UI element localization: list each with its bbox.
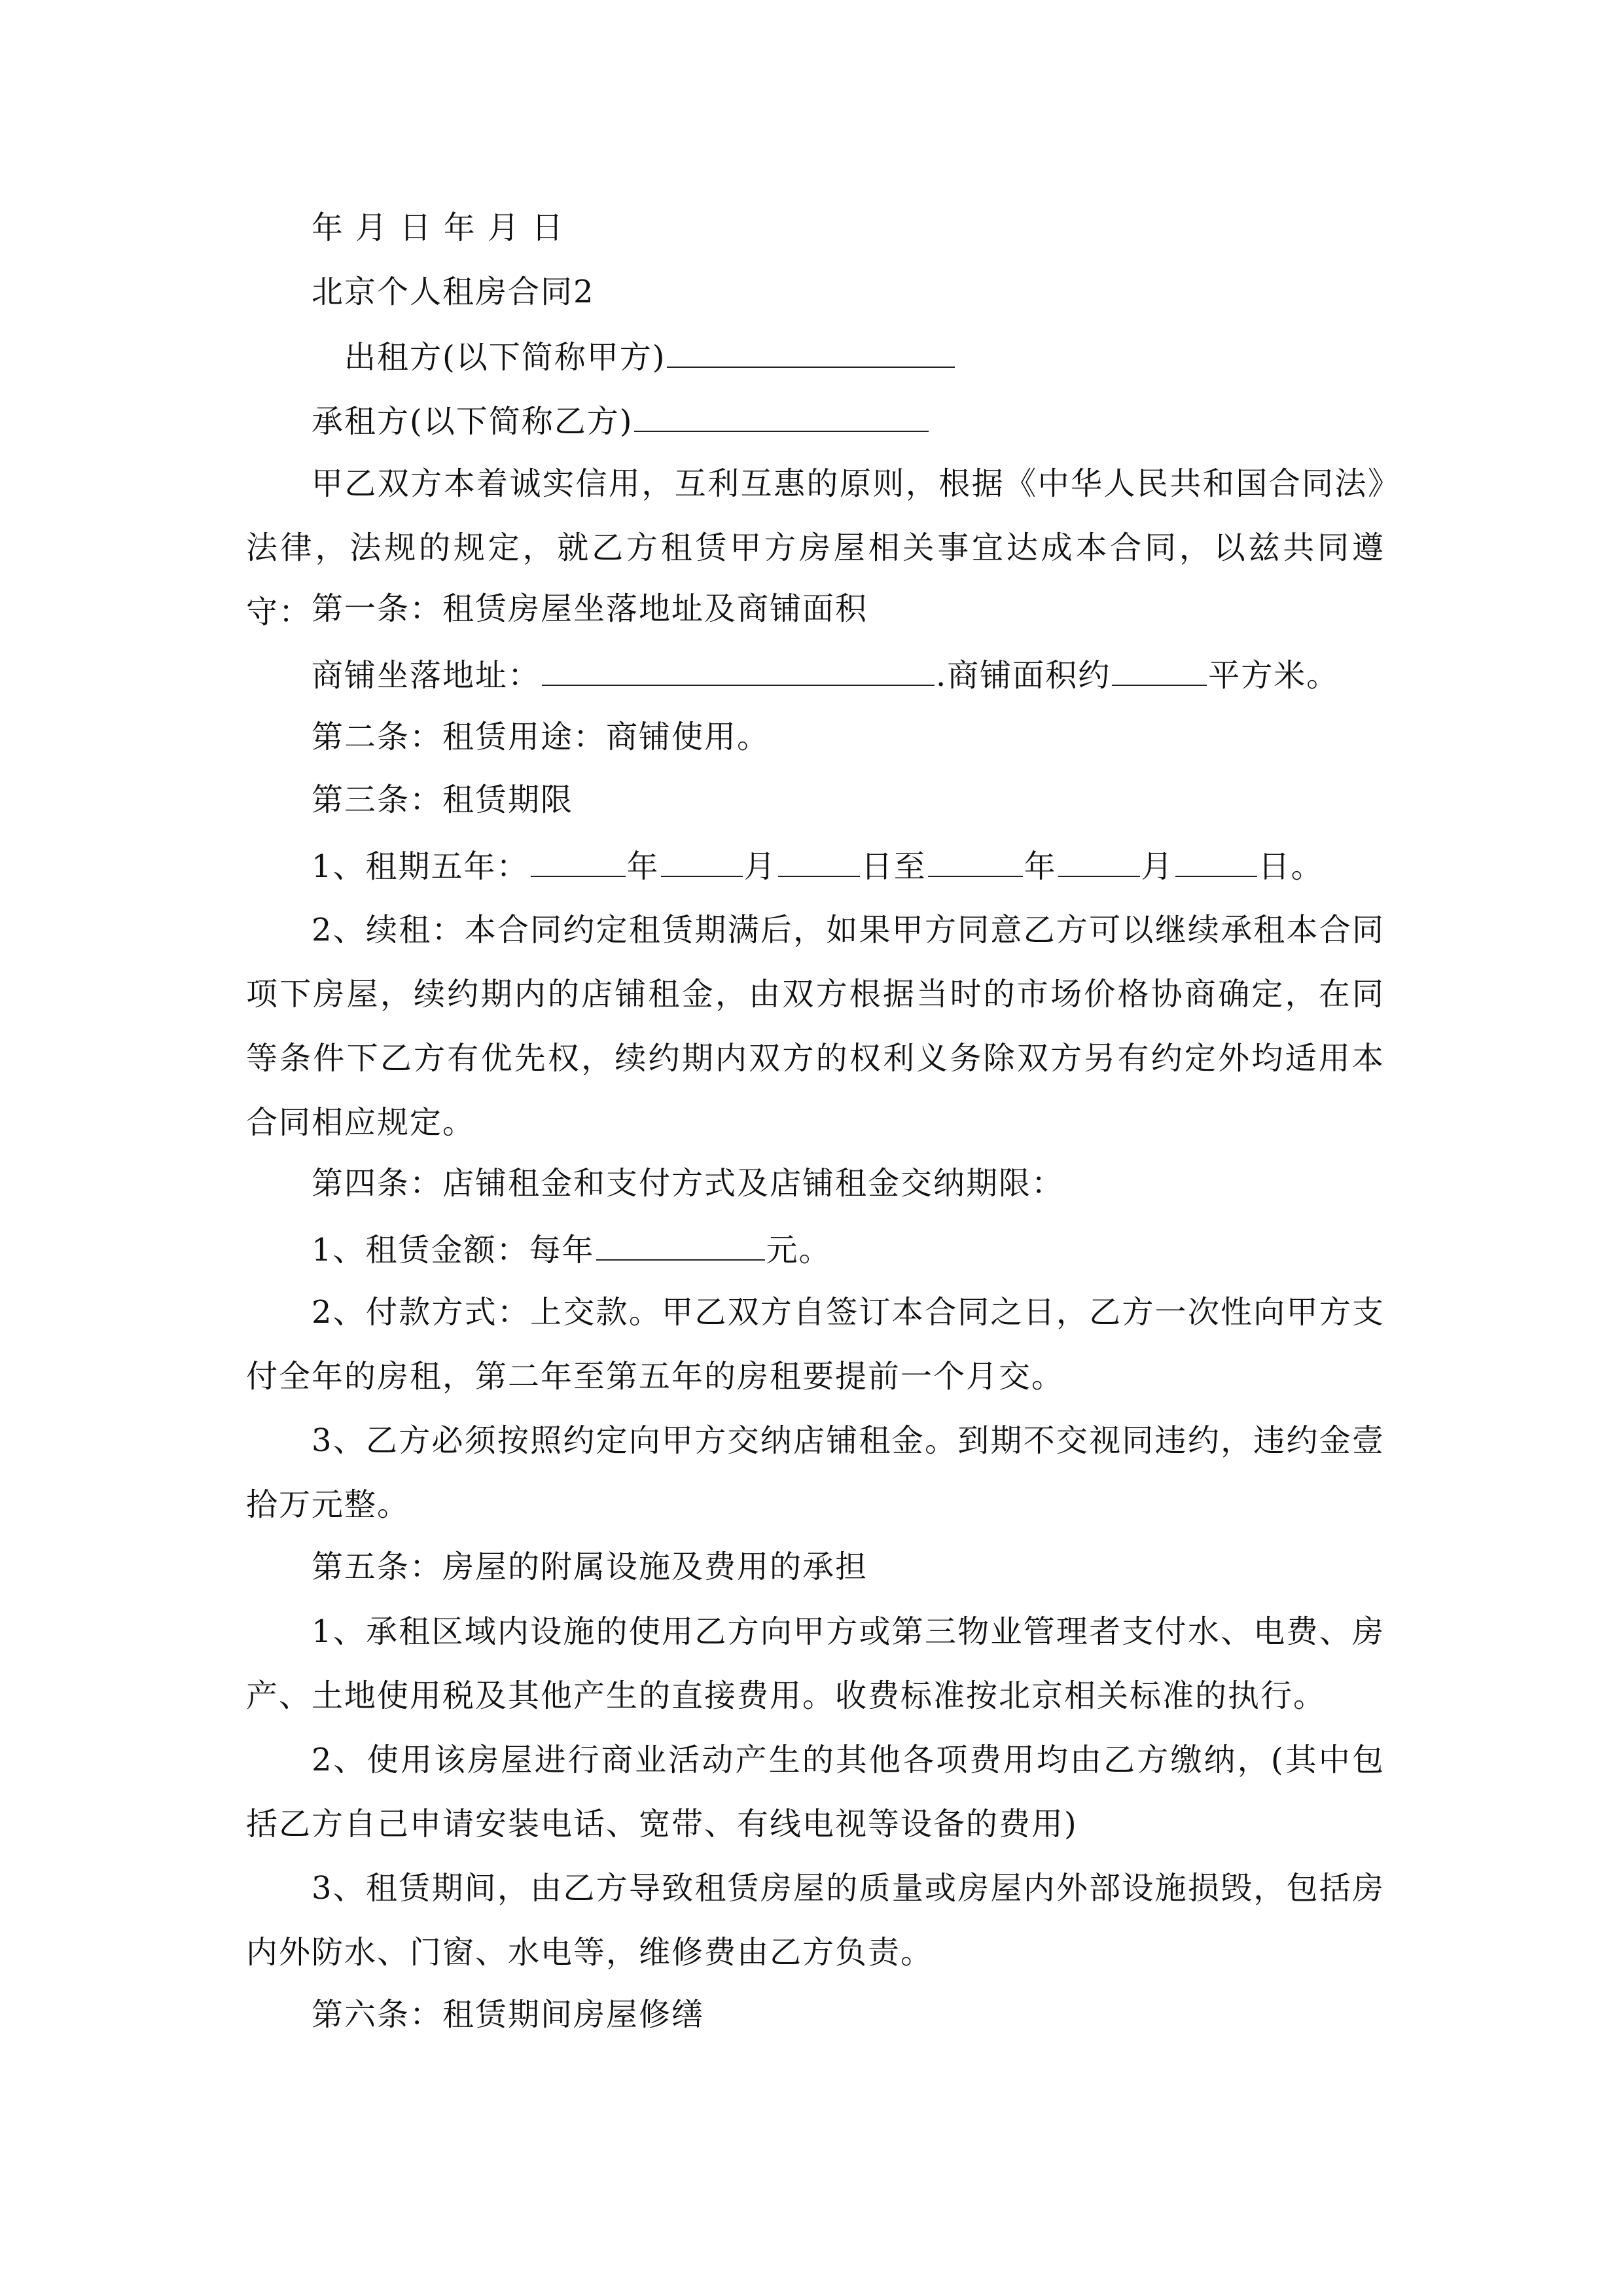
end-year-blank[interactable] — [928, 848, 1023, 877]
lessor-blank[interactable] — [667, 339, 955, 368]
end-month-label: 月 — [1141, 848, 1174, 885]
lessee-label: 承租方(以下简称乙方) — [312, 403, 633, 440]
end-day-label: 日。 — [1258, 848, 1324, 885]
area-unit: 平方米。 — [1208, 657, 1340, 694]
start-year-label: 年 — [626, 848, 660, 885]
address-label: 商铺坐落地址： — [312, 657, 541, 694]
date-line: 年 月 日 年 月 日 — [312, 209, 565, 246]
rent-label: 1、租赁金额：每年 — [312, 1232, 595, 1268]
article-4-title: 第四条：店铺租金和支付方式及店铺租金交纳期限： — [312, 1165, 1065, 1202]
intro-paragraph: 甲乙双方本着诚实信用，互利互惠的原则，根据《中华人民共和国合同法》法律，法规的规定，就乙方租赁甲方房屋相关事宜达成本合同，以兹共同遵守： — [246, 465, 1385, 630]
contract-title: 北京个人租房合同2 — [312, 274, 595, 310]
rent-blank[interactable] — [596, 1232, 765, 1261]
area-blank[interactable] — [1112, 657, 1207, 686]
start-month-label: 月 — [743, 848, 777, 885]
end-month-blank[interactable] — [1058, 848, 1140, 877]
term-label: 1、租期五年： — [312, 848, 529, 885]
term-line — [312, 848, 1324, 885]
rent-unit: 元。 — [766, 1232, 832, 1268]
end-day-blank[interactable] — [1175, 848, 1257, 877]
address-blank[interactable] — [542, 657, 935, 686]
article-1-title: 第一条：租赁房屋坐落地址及商铺面积 — [312, 590, 868, 627]
renewal-paragraph: 2、续租：本合同约定租赁期满后，如果甲方同意乙方可以继续承租本合同项下房屋，续约期内的店铺租金，由双方根据当时的市场价格协商确定，在同等条件下乙方有优先权，续约期内双方的权利义务除双方另有约定外均适用本合同相应规定。 — [246, 912, 1385, 1141]
lessee-blank[interactable] — [634, 403, 929, 432]
start-month-blank[interactable] — [661, 848, 743, 877]
payment-paragraph: 2、付款方式：上交款。甲乙双方自签订本合同之日，乙方一次性向甲方支付全年的房租，第二年至第五年的房租要提前一个月交。 — [246, 1294, 1385, 1395]
start-day-blank[interactable] — [778, 848, 860, 877]
fees-paragraph-2: 2、使用该房屋进行商业活动产生的其他各项费用均由乙方缴纳，(其中包括乙方自己申请安装电话、宽带、有线电视等设备的费用) — [246, 1742, 1385, 1842]
penalty-paragraph: 3、乙方必须按照约定向甲方交纳店铺租金。到期不交视同违约，违约金壹拾万元整。 — [246, 1422, 1385, 1523]
address-line — [312, 657, 1340, 694]
end-year-label: 年 — [1024, 848, 1057, 885]
fees-paragraph-1: 1、承租区域内设施的使用乙方向甲方或第三物业管理者支付水、电费、房产、土地使用税及其他产生的直接费用。收费标准按北京相关标准的执行。 — [246, 1613, 1385, 1714]
article-3-title: 第三条：租赁期限 — [312, 781, 574, 818]
lessor-line — [344, 339, 956, 376]
start-day-label: 日至 — [861, 848, 927, 885]
start-year-blank[interactable] — [531, 848, 626, 877]
rent-line — [312, 1232, 832, 1266]
lessor-label: 出租方(以下简称甲方) — [344, 339, 666, 376]
fees-paragraph-3: 3、租赁期间，由乙方导致租赁房屋的质量或房屋内外部设施损毁，包括房内外防水、门窗、水电等，维修费由乙方负责。 — [246, 1870, 1385, 1971]
article-2: 第二条：租赁用途：商铺使用。 — [312, 719, 770, 755]
article-5-title: 第五条：房屋的附属设施及费用的承担 — [312, 1549, 868, 1585]
article-6-title: 第六条：租赁期间房屋修缮 — [312, 1996, 705, 2033]
area-label: .商铺面积约 — [936, 657, 1111, 694]
lessee-line — [312, 403, 930, 440]
